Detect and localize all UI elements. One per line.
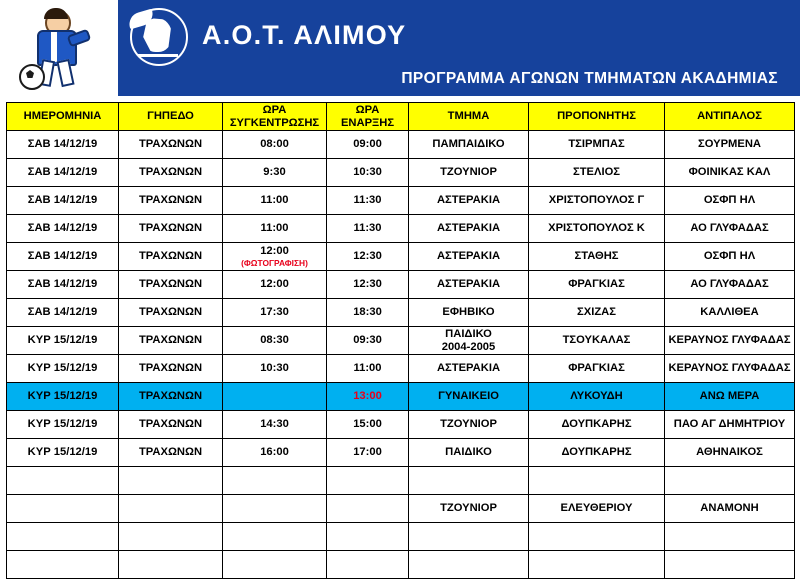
cell-field: [119, 271, 223, 299]
cell-field-value: ΤΡΑΧΩΝΩΝ: [138, 250, 203, 263]
cell-gather-time: [223, 523, 327, 551]
cell-field-value: ΤΡΑΧΩΝΩΝ: [138, 222, 203, 235]
cell-date: [7, 439, 119, 467]
cell-team: [409, 355, 529, 383]
cell-start-time: [327, 159, 409, 187]
table-row: [7, 355, 795, 383]
cell-start-time-value: 12:30: [353, 278, 382, 291]
cell-team: [409, 187, 529, 215]
cell-gather-time-value: 11:00: [260, 194, 289, 207]
cell-start-time: [327, 271, 409, 299]
cell-coach-value: ΤΣΙΡΜΠΑΣ: [568, 138, 625, 151]
table-row: [7, 299, 795, 327]
cell-coach: [529, 243, 665, 271]
cell-team-years: 2004-2005: [441, 340, 496, 353]
cell-gather-time: [223, 187, 327, 215]
cell-gather-time-value: 08:30: [260, 334, 289, 347]
cell-coach-value: ΔΟΥΠΚΑΡΗΣ: [561, 418, 632, 431]
cell-start-time: [327, 523, 409, 551]
cell-team-value: ΤΖΟΥΝΙΟΡ: [440, 418, 497, 431]
cell-field: [119, 159, 223, 187]
cell-start-time-value: 09:00: [353, 138, 382, 151]
cell-date: [7, 215, 119, 243]
table-row: [7, 383, 795, 411]
cell-coach: [529, 411, 665, 439]
cell-opponent: [665, 551, 795, 579]
cell-team-value: ΑΣΤΕΡΑΚΙΑ: [436, 250, 501, 263]
cell-opponent-value: ΟΣΦΠ ΗΛ: [703, 194, 756, 207]
cell-start-time: [327, 299, 409, 327]
table-row: [7, 523, 795, 551]
cell-date: [7, 495, 119, 523]
cell-field-value: ΤΡΑΧΩΝΩΝ: [138, 166, 203, 179]
cell-field: [119, 355, 223, 383]
cell-opponent: [665, 215, 795, 243]
cell-opponent: [665, 355, 795, 383]
cell-opponent-value: ΟΣΦΠ ΗΛ: [703, 250, 756, 263]
cell-opponent: [665, 131, 795, 159]
cell-opponent-value: ΑΝΩ ΜΕΡΑ: [699, 390, 760, 403]
cell-gather-time: [223, 299, 327, 327]
column-header-field-label: ΓΗΠΕΔΟ: [147, 110, 194, 123]
column-header-date: [7, 103, 119, 131]
cell-date-value: ΚΥΡ 15/12/19: [27, 390, 98, 403]
club-crest: [0, 0, 118, 96]
cell-team-value: ΑΣΤΕΡΑΚΙΑ: [436, 222, 501, 235]
cell-gather-time: [223, 439, 327, 467]
cell-team: [409, 243, 529, 271]
cell-date: [7, 187, 119, 215]
cell-coach-value: ΔΟΥΠΚΑΡΗΣ: [561, 446, 632, 459]
cell-field-value: ΤΡΑΧΩΝΩΝ: [138, 334, 203, 347]
table-row: [7, 131, 795, 159]
cell-gather-time: [223, 355, 327, 383]
table-row: [7, 467, 795, 495]
cell-date: [7, 131, 119, 159]
cell-opponent-value: ΑΟ ΓΛΥΦΑΔΑΣ: [690, 222, 769, 235]
cell-start-time: [327, 243, 409, 271]
cell-gather-time: [223, 327, 327, 355]
cell-start-time: [327, 495, 409, 523]
cell-opponent: [665, 523, 795, 551]
cell-coach-value: ΣΤΕΛΙΟΣ: [573, 166, 620, 179]
cell-team: [409, 383, 529, 411]
cell-coach: [529, 271, 665, 299]
cell-gather-time: [223, 271, 327, 299]
cell-coach: [529, 523, 665, 551]
cell-team: [409, 467, 529, 495]
cell-date-value: ΚΥΡ 15/12/19: [27, 334, 98, 347]
player-with-ball-crest-icon: [13, 4, 105, 92]
cell-gather-time-value: 12:00: [260, 245, 289, 258]
cell-field-value: ΤΡΑΧΩΝΩΝ: [138, 138, 203, 151]
cell-gather-time: [223, 467, 327, 495]
cell-field: [119, 243, 223, 271]
cell-field-value: ΤΡΑΧΩΝΩΝ: [138, 418, 203, 431]
cell-team-value: ΑΣΤΕΡΑΚΙΑ: [436, 194, 501, 207]
cell-coach: [529, 299, 665, 327]
column-header-date-label: ΗΜΕΡΟΜΗΝΙΑ: [23, 110, 102, 123]
cell-field-value: ΤΡΑΧΩΝΩΝ: [138, 362, 203, 375]
cell-team-value: ΠΑΙΔΙΚΟ: [445, 328, 492, 341]
cell-start-time-value: 15:00: [353, 418, 382, 431]
table-row: [7, 215, 795, 243]
cell-team-value: ΠΑΙΔΙΚΟ: [445, 446, 492, 459]
cell-coach-value: ΤΣΟΥΚΑΛΑΣ: [562, 334, 631, 347]
cell-team-value: ΤΖΟΥΝΙΟΡ: [440, 502, 497, 515]
cell-coach-value: ΣΧΙΖΑΣ: [577, 306, 616, 319]
cell-date-value: ΚΥΡ 15/12/19: [27, 418, 98, 431]
cell-opponent: [665, 243, 795, 271]
cell-coach: [529, 327, 665, 355]
cell-start-time-value: 13:00: [353, 390, 382, 403]
cell-gather-time-value: 9:30: [263, 166, 286, 179]
cell-opponent: [665, 495, 795, 523]
column-header-opponent-label: ΑΝΤΙΠΑΛΟΣ: [697, 110, 762, 123]
cell-field-value: ΤΡΑΧΩΝΩΝ: [138, 306, 203, 319]
cell-gather-time: [223, 131, 327, 159]
cell-start-time-value: 17:00: [353, 446, 382, 459]
cell-start-time-value: 09:30: [353, 334, 382, 347]
cell-opponent-value: ΑΝΑΜΟΝΗ: [700, 502, 759, 515]
cell-date: [7, 299, 119, 327]
table-row: [7, 243, 795, 271]
cell-date: [7, 523, 119, 551]
cell-date: [7, 271, 119, 299]
cell-date-value: ΣΑΒ 14/12/19: [27, 250, 98, 263]
cell-gather-time: [223, 215, 327, 243]
cell-opponent: [665, 271, 795, 299]
cell-date: [7, 383, 119, 411]
cell-team: [409, 439, 529, 467]
cell-opponent: [665, 159, 795, 187]
cell-field-value: ΤΡΑΧΩΝΩΝ: [138, 278, 203, 291]
cell-date: [7, 243, 119, 271]
table-header-row: [7, 103, 795, 131]
club-title: Α.Ο.Τ. ΑΛΙΜΟΥ: [202, 19, 407, 50]
title-banner: [118, 0, 800, 96]
table-row: [7, 159, 795, 187]
cell-date: [7, 355, 119, 383]
cell-team-value: ΠΑΜΠΑΙΔΙΚΟ: [432, 138, 505, 151]
cell-coach: [529, 159, 665, 187]
cell-date-value: ΣΑΒ 14/12/19: [27, 138, 98, 151]
cell-coach: [529, 355, 665, 383]
column-header-gather: [223, 103, 327, 131]
cell-field: [119, 439, 223, 467]
cell-start-time: [327, 187, 409, 215]
cell-opponent-value: ΠΑΟ ΑΓ ΔΗΜΗΤΡΙΟΥ: [673, 418, 786, 431]
cell-field: [119, 131, 223, 159]
cell-date-value: ΚΥΡ 15/12/19: [27, 362, 98, 375]
cell-gather-time-value: 14:30: [260, 418, 289, 431]
column-header-team: [409, 103, 529, 131]
cell-field: [119, 551, 223, 579]
table-body: [7, 131, 795, 579]
cell-start-time: [327, 439, 409, 467]
cell-date: [7, 551, 119, 579]
column-header-field: [119, 103, 223, 131]
cell-team-value: ΑΣΤΕΡΑΚΙΑ: [436, 362, 501, 375]
cell-field: [119, 495, 223, 523]
cell-coach: [529, 383, 665, 411]
cell-opponent-value: ΣΟΥΡΜΕΝΑ: [698, 138, 761, 151]
cell-start-time-value: 11:00: [353, 362, 382, 375]
cell-opponent: [665, 439, 795, 467]
cell-coach-value: ΦΡΑΓΚΙΑΣ: [568, 362, 625, 375]
column-header-gather-line1: ΩΡΑ: [262, 104, 287, 116]
cell-date-value: ΣΑΒ 14/12/19: [27, 166, 98, 179]
cell-team: [409, 411, 529, 439]
cell-team: [409, 299, 529, 327]
cell-team-value: ΤΖΟΥΝΙΟΡ: [440, 166, 497, 179]
cell-gather-time: [223, 243, 327, 271]
cell-field-value: ΤΡΑΧΩΝΩΝ: [138, 194, 203, 207]
column-header-coach: [529, 103, 665, 131]
cell-gather-time-value: 12:00: [260, 278, 289, 291]
cell-gather-time: [223, 551, 327, 579]
table-row: [7, 327, 795, 355]
cell-opponent: [665, 411, 795, 439]
column-header-opponent: [665, 103, 795, 131]
table-row: [7, 411, 795, 439]
cell-coach: [529, 467, 665, 495]
cell-start-time: [327, 215, 409, 243]
cell-date-value: ΣΑΒ 14/12/19: [27, 306, 98, 319]
cell-field: [119, 411, 223, 439]
cell-opponent-value: ΑΟ ΓΛΥΦΑΔΑΣ: [690, 278, 769, 291]
column-header-gather-line2: ΣΥΓΚΕΝΤΡΩΣΗΣ: [229, 116, 320, 129]
cell-opponent-value: ΚΕΡΑΥΝΟΣ ΓΛΥΦΑΔΑΣ: [668, 334, 791, 347]
cell-coach-value: ΧΡΙΣΤΟΠΟΥΛΟΣ Κ: [548, 222, 645, 235]
cell-coach-value: ΧΡΙΣΤΟΠΟΥΛΟΣ Γ: [548, 194, 645, 207]
cell-team: [409, 327, 529, 355]
column-header-start: [327, 103, 409, 131]
cell-field-value: ΤΡΑΧΩΝΩΝ: [138, 446, 203, 459]
cell-gather-time-value: 10:30: [260, 362, 289, 375]
cell-coach-value: ΕΛΕΥΘΕΡΙΟΥ: [560, 502, 633, 515]
table-row: [7, 271, 795, 299]
table-row: [7, 495, 795, 523]
cell-team: [409, 215, 529, 243]
cell-opponent-value: ΑΘΗΝΑΙΚΟΣ: [696, 446, 763, 459]
cell-team-value: ΑΣΤΕΡΑΚΙΑ: [436, 278, 501, 291]
cell-date: [7, 327, 119, 355]
cell-date-value: ΣΑΒ 14/12/19: [27, 194, 98, 207]
table-header: [7, 103, 795, 131]
cell-field: [119, 523, 223, 551]
cell-gather-time: [223, 383, 327, 411]
cell-team-value: ΓΥΝΑΙΚΕΙΟ: [438, 390, 499, 403]
banner-top-row: [128, 6, 784, 64]
cell-date-value: ΚΥΡ 15/12/19: [27, 446, 98, 459]
schedule-table: [6, 102, 795, 579]
cell-team: [409, 523, 529, 551]
cell-field-value: ΤΡΑΧΩΝΩΝ: [138, 390, 203, 403]
cell-date-value: ΣΑΒ 14/12/19: [27, 278, 98, 291]
cell-date-value: ΣΑΒ 14/12/19: [27, 222, 98, 235]
cell-opponent: [665, 299, 795, 327]
cell-opponent: [665, 327, 795, 355]
cell-gather-time-value: 08:00: [260, 138, 289, 151]
cell-start-time-value: 12:30: [353, 250, 382, 263]
cell-gather-time: [223, 495, 327, 523]
cell-start-time: [327, 131, 409, 159]
cell-coach: [529, 495, 665, 523]
cell-opponent-value: ΦΟΙΝΙΚΑΣ ΚΑΛ: [688, 166, 771, 179]
column-header-team-label: ΤΜΗΜΑ: [447, 110, 490, 123]
cell-opponent: [665, 467, 795, 495]
cell-start-time-value: 18:30: [353, 306, 382, 319]
cell-coach: [529, 131, 665, 159]
cell-date: [7, 159, 119, 187]
cell-start-time: [327, 467, 409, 495]
cell-coach: [529, 215, 665, 243]
table-row: [7, 439, 795, 467]
table-row: [7, 187, 795, 215]
cell-date: [7, 411, 119, 439]
cell-team: [409, 131, 529, 159]
column-header-coach-label: ΠΡΟΠΟΝΗΤΗΣ: [557, 110, 636, 123]
cell-opponent-value: ΚΕΡΑΥΝΟΣ ΓΛΥΦΑΔΑΣ: [668, 362, 791, 375]
cell-coach: [529, 439, 665, 467]
cell-field: [119, 215, 223, 243]
cell-start-time: [327, 355, 409, 383]
cell-start-time-value: 11:30: [353, 222, 382, 235]
cell-field: [119, 383, 223, 411]
cell-start-time: [327, 383, 409, 411]
cell-coach-value: ΦΡΑΓΚΙΑΣ: [568, 278, 625, 291]
cell-gather-time-value: 11:00: [260, 222, 289, 235]
cell-team: [409, 495, 529, 523]
cell-field: [119, 327, 223, 355]
schedule-table-wrapper: [0, 96, 800, 579]
cell-team-value: ΕΦΗΒΙΚΟ: [442, 306, 495, 319]
cell-date: [7, 467, 119, 495]
cell-field: [119, 467, 223, 495]
cell-team: [409, 271, 529, 299]
cell-opponent: [665, 383, 795, 411]
winged-head-emblem-icon: [128, 6, 188, 64]
cell-field: [119, 299, 223, 327]
cell-start-time-value: 10:30: [353, 166, 382, 179]
cell-coach: [529, 187, 665, 215]
column-header-start-line1: ΩΡΑ: [355, 104, 380, 116]
cell-field: [119, 187, 223, 215]
cell-coach-value: ΛΥΚΟΥΔΗ: [570, 390, 623, 403]
cell-gather-time-value: 16:00: [260, 446, 289, 459]
cell-team: [409, 551, 529, 579]
cell-start-time: [327, 327, 409, 355]
cell-team: [409, 159, 529, 187]
page-header: [0, 0, 800, 96]
cell-gather-time-value: 17:30: [260, 306, 289, 319]
cell-start-time: [327, 411, 409, 439]
cell-start-time-value: 11:30: [353, 194, 382, 207]
table-row: [7, 551, 795, 579]
column-header-start-line2: ΕΝΑΡΞΗΣ: [340, 116, 395, 129]
cell-coach: [529, 551, 665, 579]
cell-gather-time: [223, 159, 327, 187]
page-subtitle: ΠΡΟΓΡΑΜΜΑ ΑΓΩΝΩΝ ΤΜΗΜΑΤΩΝ ΑΚΑΔΗΜΙΑΣ: [401, 70, 778, 87]
photo-session-note: (ΦΩΤΟΓΡΑΦΙΣΗ): [241, 257, 308, 268]
cell-opponent-value: ΚΑΛΛΙΘΕΑ: [700, 306, 759, 319]
cell-coach-value: ΣΤΑΘΗΣ: [574, 250, 619, 263]
cell-gather-time: [223, 411, 327, 439]
cell-start-time: [327, 551, 409, 579]
cell-opponent: [665, 187, 795, 215]
